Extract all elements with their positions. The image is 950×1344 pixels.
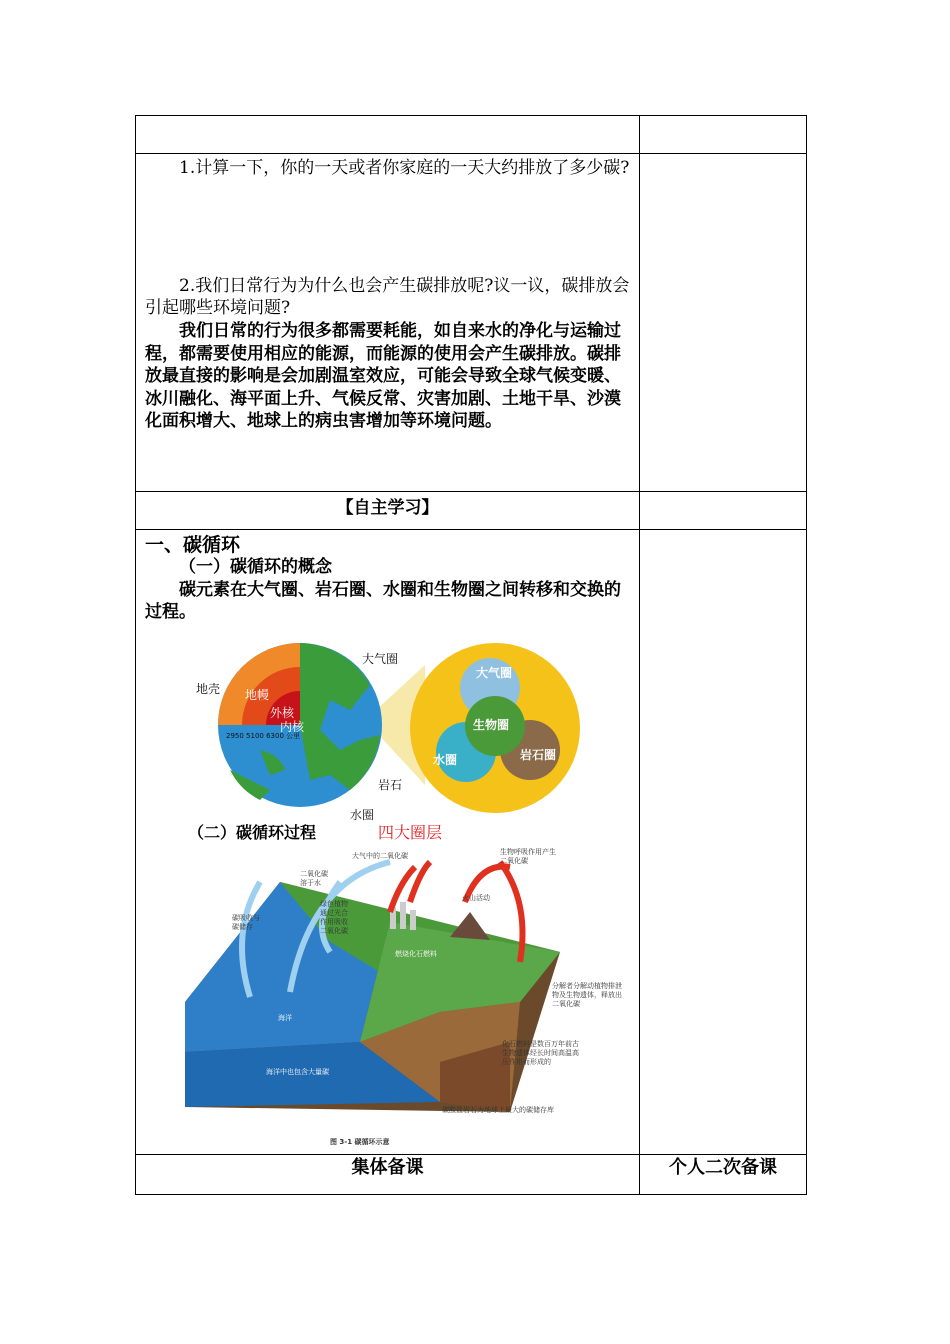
- label-fossil-burn: 燃烧化石燃料: [395, 950, 437, 958]
- label-respiration: 生物呼吸作用产生二氧化碳: [500, 848, 556, 865]
- table-border-right: [806, 115, 807, 1195]
- question-1: 1.计算一下，你的一天或者你家庭的一天大约排放了多少碳?: [179, 158, 630, 178]
- section-title: 一、碳循环: [145, 534, 241, 556]
- table-border-left: [135, 115, 136, 1195]
- personal-prep-label: 个人二次备课: [669, 1157, 777, 1178]
- table-rule: [135, 529, 807, 530]
- circle-label-biosphere: 生物圈: [473, 718, 510, 732]
- label-water: 水圈: [350, 808, 375, 822]
- four-spheres-label: 四大圈层: [378, 823, 443, 842]
- label-inner-core: 内核: [280, 720, 305, 734]
- label-mantle: 地幔: [245, 688, 270, 702]
- label-rock: 岩石: [378, 778, 403, 792]
- table-column-divider: [639, 115, 640, 1195]
- subsection-2-title: （二）碳循环过程: [188, 823, 317, 842]
- table-rule: [135, 153, 807, 154]
- earth-spheres-svg: [190, 640, 590, 820]
- label-ocean-carbon: 海洋中也包含大量碳: [266, 1068, 329, 1076]
- circle-label-lithosphere: 岩石圈: [520, 748, 557, 762]
- label-carbonate: 碳酸盐岩石为地球上最大的碳储存库: [442, 1106, 554, 1114]
- subsection-1-title: （一）碳循环的概念: [179, 557, 332, 577]
- earth-spheres-figure: [190, 640, 590, 820]
- label-outer-core: 外核: [270, 706, 295, 720]
- label-crust: 地壳: [196, 682, 221, 696]
- circle-label-hydrosphere: 水圈: [433, 753, 458, 767]
- question-2: 2.我们日常行为为什么也会产生碳排放呢?议一议，碳排放会引起哪些环境问题?: [145, 276, 630, 318]
- table-rule: [135, 1154, 807, 1155]
- label-absorb-store: 碳吸收与碳储存: [232, 914, 260, 931]
- label-depth: 2950 5100 6300 公里: [226, 732, 301, 740]
- label-volcano: 火山活动: [462, 894, 490, 902]
- label-atmosphere: 大气圈: [362, 652, 399, 666]
- carbon-cycle-definition: 碳元素在大气圈、岩石圈、水圈和生物圈之间转移和交换的过程。: [145, 580, 621, 622]
- label-dissolve: 二氧化碳溶于水: [300, 870, 328, 887]
- figure-caption: 图 3-1 碳循环示意: [330, 1138, 390, 1146]
- label-photosynthesis: 绿色植物通过光合作用吸收二氧化碳: [320, 900, 348, 935]
- answer-paragraph: 我们日常的行为很多都需要耗能，如自来水的净化与运输过程，都需要使用相应的能源，而能源的使用会产生碳排放。碳排放最直接的影响是会加剧温室效应，可能会导致全球气候变暖、冰川融化、海平面上升、气候反常、灾害加剧、土地干旱、沙漠化面积增大、地球上的病虫害增加等环境问题。: [145, 321, 621, 431]
- table-rule: [135, 115, 807, 116]
- self-study-heading: 【自主学习】: [336, 498, 439, 518]
- label-decompose: 分解者分解动植物排泄物及生物遗体，释放出二氧化碳: [552, 982, 622, 1008]
- table-rule: [135, 491, 807, 492]
- label-ocean: 海洋: [278, 1014, 292, 1022]
- label-co2-atmosphere: 大气中的二氧化碳: [352, 852, 408, 860]
- table-rule: [135, 1194, 807, 1195]
- collective-prep-label: 集体备课: [351, 1157, 424, 1178]
- label-fossil-formation: 化石燃料是数百万年前古生物遗体经长时间高温高压作用而形成的: [502, 1040, 579, 1066]
- carbon-cycle-figure: [180, 842, 620, 1152]
- circle-label-atmosphere: 大气圈: [476, 666, 513, 680]
